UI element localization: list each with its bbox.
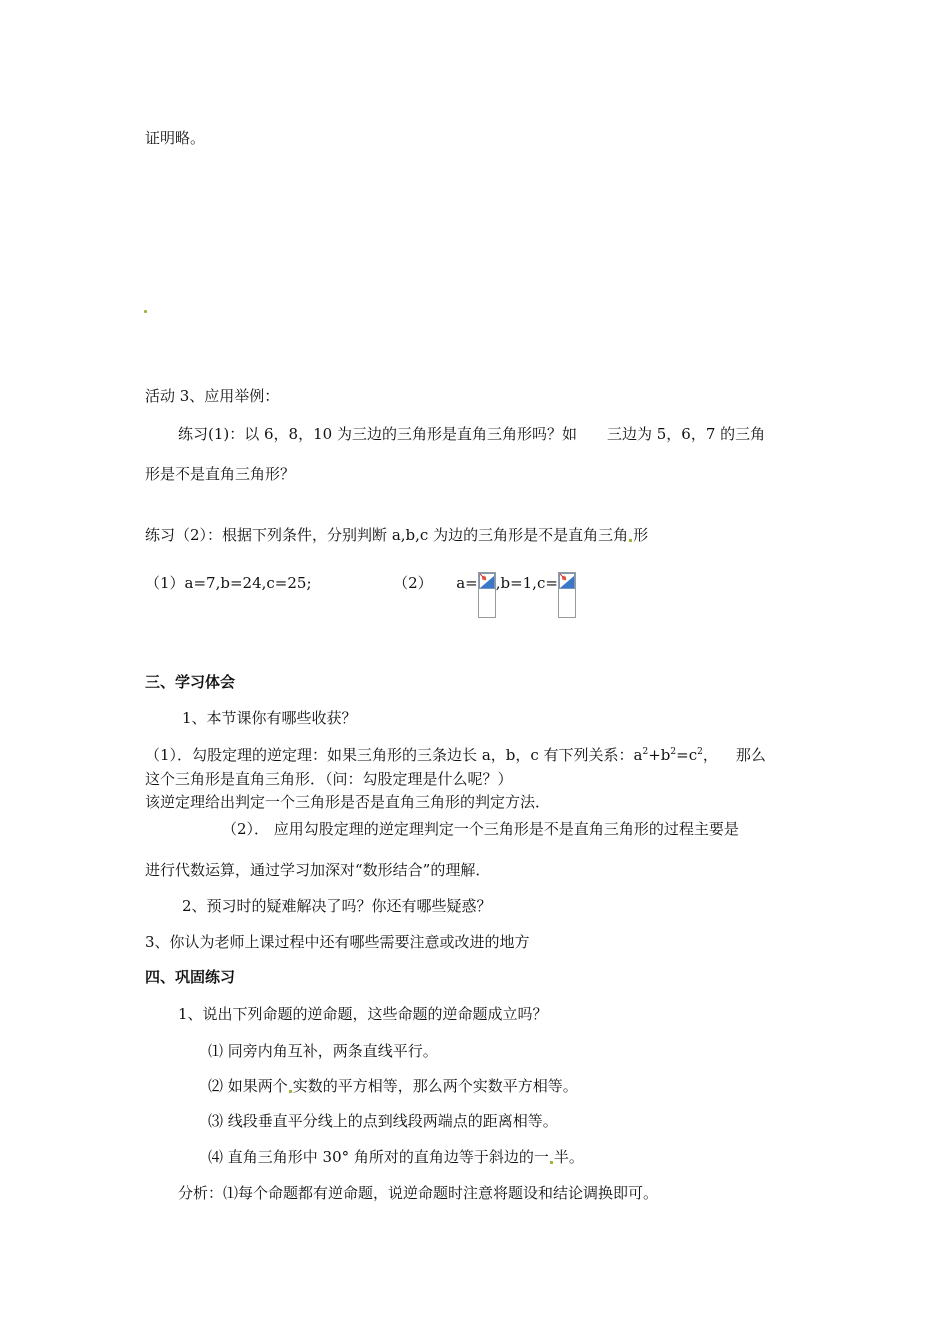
section-3-heading: 三、学习体会 (145, 673, 236, 691)
reflection-q1: 1、本节课你有哪些收获？ (182, 709, 357, 727)
reflection-point-2: （2）． 应用勾股定理的逆定理判定一个三角形是不是直角三角形的过程主要是 (222, 820, 739, 838)
item-2-bc: ,b=1,c= (495, 574, 558, 592)
item-1-text: （1）a=7,b=24,c=25; (145, 574, 312, 592)
activity-3-heading: 活动 3、应用举例： (145, 387, 280, 405)
exercise-4-1: 1、说出下列命题的逆命题，这些命题的逆命题成立吗？ (178, 1005, 548, 1023)
broken-image-icon (478, 572, 496, 618)
exercise-1-line: 练习(1)：以 6，8，10 为三边的三角形是直角三角形吗？如 三边为 5，6，7 的三角 (178, 425, 766, 443)
stray-mark (144, 310, 147, 313)
exercise-2-prompt: 练习（2）：根据下列条件，分别判断 a,b,c 为边的三角形是不是直角三角 形 (145, 526, 649, 544)
proposition-1: ⑴ 同旁内角互补，两条直线平行。 (208, 1042, 438, 1060)
analysis-text: 分析：⑴每个命题都有逆命题，说逆命题时注意将题设和结论调换即可。 (178, 1184, 659, 1202)
reflection-q2: 2、预习时的疑难解决了吗？你还有哪些疑惑？ (182, 897, 492, 915)
stray-mark (289, 1090, 292, 1093)
reflection-q3: 3、你认为老师上课过程中还有哪些需要注意或改进的地方 (145, 933, 530, 951)
item-2-a: a= (456, 574, 478, 592)
stray-mark (629, 539, 632, 542)
proposition-3: ⑶ 线段垂直平分线上的点到线段两端点的距离相等。 (208, 1112, 558, 1130)
reflection-point-1-method: 该逆定理给出判定一个三角形是否是直角三角形的判定方法． (145, 793, 551, 811)
stray-mark (550, 1161, 553, 1164)
reflection-point-1: （1）．勾股定理的逆定理：如果三角形的三条边长 a，b，c 有下列关系：$a^2+b^2=c^2$， 那么 (145, 746, 766, 764)
reflection-point-2-cont: 进行代数运算，通过学习加深对“数形结合”的理解． (145, 861, 491, 879)
proof-omitted-text: 证明略。 (145, 129, 206, 147)
reflection-point-1-cont: 这个三角形是直角三角形．（问：勾股定理是什么呢？） (145, 770, 513, 788)
exercise-2-items (145, 572, 576, 618)
exercise-1-line-cont: 形是不是直角三角形？ (145, 465, 296, 483)
proposition-2: ⑵ 如果两个 实数的平方相等，那么两个实数平方相等。 (208, 1077, 578, 1095)
proposition-4: ⑷ 直角三角形中 30° 角所对的直角边等于斜边的一 半。 (208, 1148, 584, 1166)
section-4-heading: 四、巩固练习 (145, 968, 236, 986)
item-2-label: （2） (393, 574, 433, 592)
broken-image-icon (558, 572, 576, 618)
